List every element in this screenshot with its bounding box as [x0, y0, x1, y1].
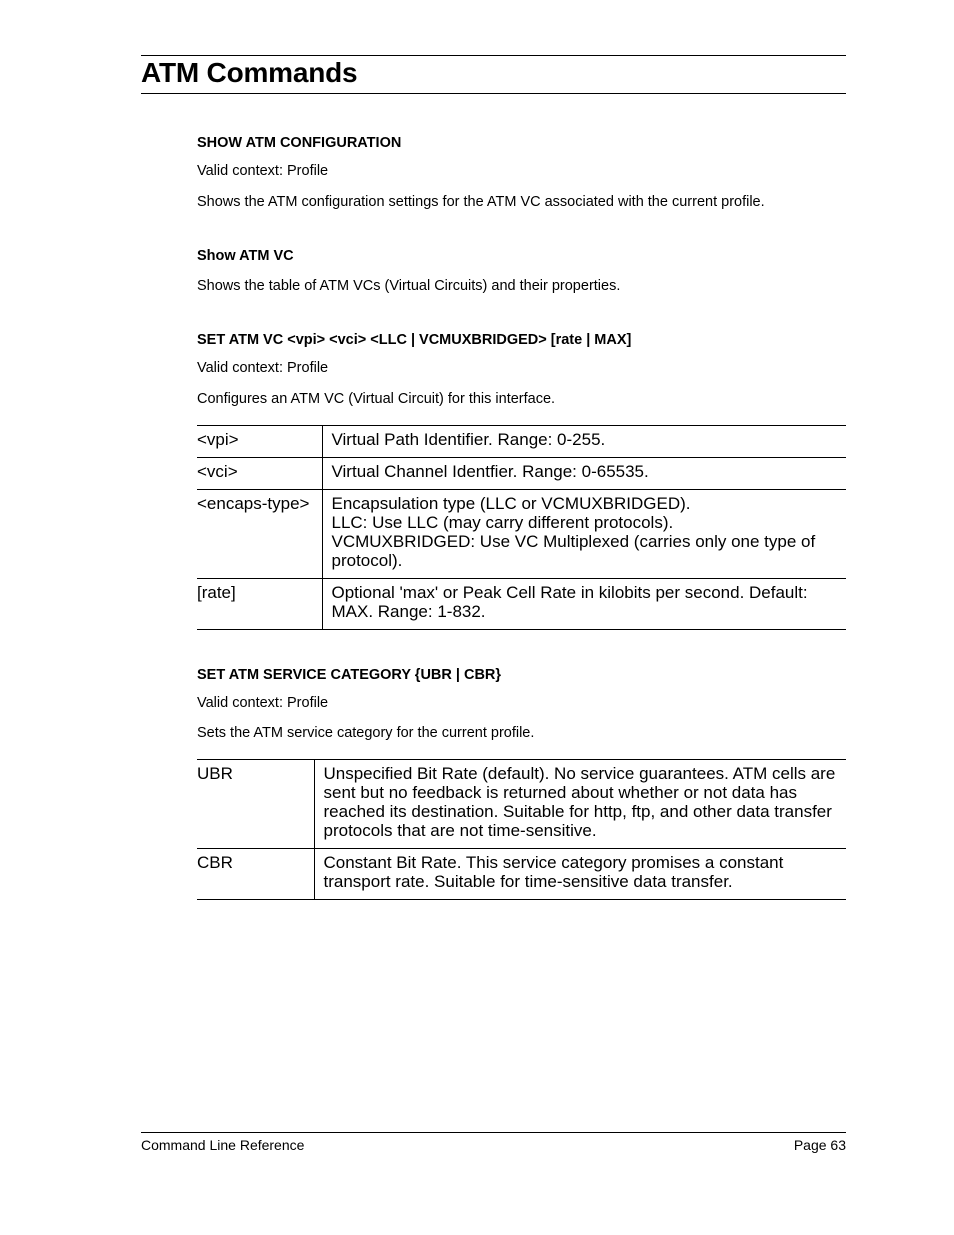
- heading-set-atm-service-category: SET ATM SERVICE CATEGORY {UBR | CBR}: [197, 667, 502, 683]
- table-row: [197, 760, 846, 849]
- param-description-line: Virtual Path Identifier. Range: 0-255.: [331, 430, 606, 449]
- service-category-table: [197, 759, 846, 900]
- param-description-line: Unspecified Bit Rate (default). No service guarantees. ATM cells are sent but no feedback is returned about whether or not data has reached its destination. Suitable for http, ftp, and other data transfer protocols that are not time-sensitive.: [323, 764, 836, 840]
- param-name: UBR: [197, 764, 233, 783]
- param-description: [322, 490, 846, 579]
- param-name: <vci>: [197, 462, 238, 481]
- description-set-atm-vc: Configures an ATM VC (Virtual Circuit) for this interface.: [197, 391, 556, 407]
- heading-show-atm-vc: Show ATM VC: [197, 248, 294, 264]
- param-description: [322, 458, 846, 490]
- param-description: [314, 849, 846, 900]
- param-name: CBR: [197, 853, 233, 872]
- footer-rule: [141, 1132, 846, 1133]
- param-description: [322, 579, 846, 630]
- param-description-line: VCMUXBRIDGED: Use VC Multiplexed (carries only one type of protocol).: [331, 532, 816, 570]
- param-name: [rate]: [197, 583, 236, 602]
- heading-show-atm-configuration: SHOW ATM CONFIGURATION: [197, 135, 402, 151]
- context-set-atm-service-category: Valid context: Profile: [197, 695, 329, 711]
- param-description-line: Encapsulation type (LLC or VCMUXBRIDGED).: [331, 494, 691, 513]
- description-show-atm-vc: Shows the table of ATM VCs (Virtual Circuits) and their properties.: [197, 278, 621, 294]
- description-set-atm-service-category: Sets the ATM service category for the current profile.: [197, 725, 535, 741]
- context-set-atm-vc: Valid context: Profile: [197, 360, 329, 376]
- footer-document-title: Command Line Reference: [141, 1137, 305, 1153]
- param-description: [322, 426, 846, 458]
- param-name: <encaps-type>: [197, 494, 310, 513]
- param-name: <vpi>: [197, 430, 239, 449]
- table-row: [197, 579, 846, 630]
- heading-set-atm-vc: SET ATM VC <vpi> <vci> <LLC | VCMUXBRIDGED> [rate | MAX]: [197, 332, 632, 348]
- title-rule-bottom: [141, 93, 846, 94]
- param-description-line: LLC: Use LLC (may carry different protocols).: [331, 513, 674, 532]
- context-show-atm-configuration: Valid context: Profile: [197, 163, 329, 179]
- table-row: [197, 490, 846, 579]
- param-description-line: Constant Bit Rate. This service category promises a constant transport rate. Suitable for time-sensitive data transfer.: [323, 853, 784, 891]
- footer-page-number: Page 63: [793, 1137, 846, 1153]
- description-show-atm-configuration: Shows the ATM configuration settings for the ATM VC associated with the current profile.: [197, 194, 765, 210]
- table-row: [197, 849, 846, 900]
- page-title: ATM Commands: [141, 57, 358, 88]
- param-description-line: Optional 'max' or Peak Cell Rate in kilobits per second. Default: MAX. Range: 1-832.: [331, 583, 808, 621]
- atm-vc-parameter-table: [197, 425, 846, 630]
- table-row: [197, 458, 846, 490]
- param-description: [314, 760, 846, 849]
- table-row: [197, 426, 846, 458]
- param-description-line: Virtual Channel Identfier. Range: 0-65535.: [331, 462, 649, 481]
